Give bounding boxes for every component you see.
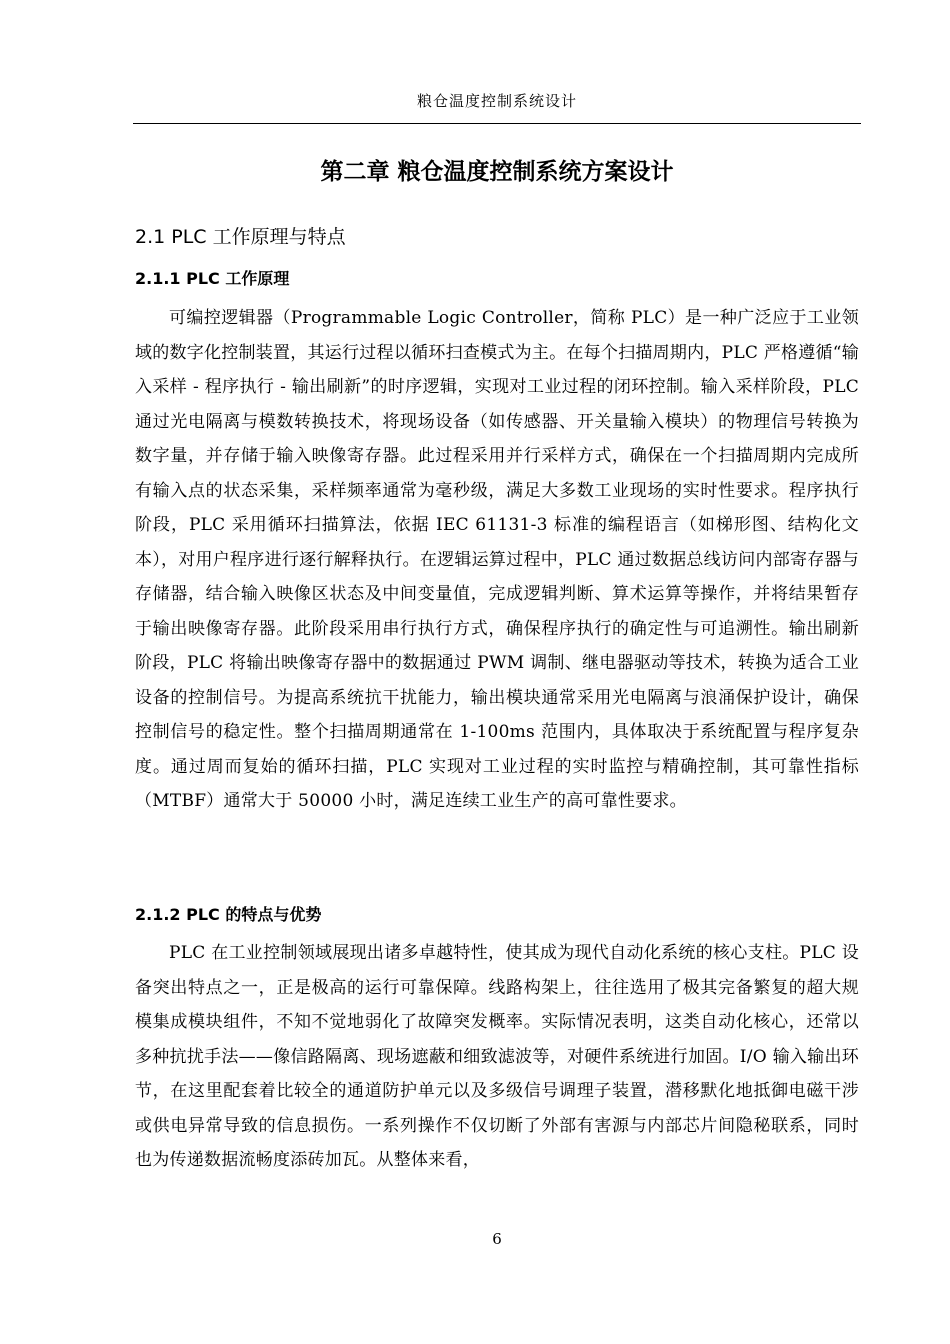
section-heading-2-1-1: 2.1.1 PLC 工作原理 <box>135 269 290 288</box>
chapter-title: 第二章 粮仓温度控制系统方案设计 <box>320 159 674 185</box>
paragraph-plc-features: PLC 在工业控制领域展现出诸多卓越特性，使其成为现代自动化系统的核心支柱。PLC 设备突出特点之一，正是极高的运行可靠保障。线路构架上，往往选用了极其完备繁复的超大规模集成模块组件，不知不觉地弱化了故障突发概率。实际情况表明，这类自动化核心，还常以多种抗扰手法——像信路隔离、现场遮蔽和细致滤波等，对硬件系统进行加固。I/O 输入输出环节，在这里配套着比较全的通道防护单元以及多级信号调理子装置，潜移默化地抵御电磁干涉或供电异常导致的信息损伤。一系列操作不仅切断了外部有害源与内部芯片间隐秘联系，同时也为传递数据流畅度添砖加瓦。从整体来看， <box>135 943 859 1170</box>
running-header: 粮仓温度控制系统设计 <box>416 92 577 110</box>
section-heading-2-1-2: 2.1.2 PLC 的特点与优势 <box>135 905 322 924</box>
page-number: 6 <box>492 1230 502 1248</box>
section-heading-2-1: 2.1 PLC 工作原理与特点 <box>135 226 346 248</box>
header-rule <box>133 123 861 124</box>
paragraph-plc-working-principle: 可编控逻辑器（Programmable Logic Controller，简称 PLC）是一种广泛应于工业领域的数字化控制装置，其运行过程以循环扫查模式为主。在每个扫描周期内，PLC 严格遵循“输入采样 - 程序执行 - 输出刷新”的时序逻辑，实现对工业过程的闭环控制。输入采样阶段，PLC 通过光电隔离与模数转换技术，将现场设备（如传感器、开关量输入模块）的物理信号转换为数字量，并存储于输入映像寄存器。此过程采用并行采样方式，确保在一个扫描周期内完成所有输入点的状态采集，采样频率通常为毫秒级，满足大多数工业现场的实时性要求。程序执行阶段，PLC 采用循环扫描算法，依据 IEC 61131-3 标准的编程语言（如梯形图、结构化文本），对用户程序进行逐行解释执行。在逻辑运算过程中，PLC 通过数据总线访问内部寄存器与存储器，结合输入映像区状态及中间变量值，完成逻辑判断、算术运算等操作，并将结果暂存于输出映像寄存器。此阶段采用串行执行方式，确保程序执行的确定性与可追溯性。输出刷新阶段，PLC 将输出映像寄存器中的数据通过 PWM 调制、继电器驱动等技术，转换为适合工业设备的控制信号。为提高系统抗干扰能力，输出模块通常采用光电隔离与浪涌保护设计，确保控制信号的稳定性。整个扫描周期通常在 1-100ms 范围内，具体取决于系统配置与程序复杂度。通过周而复始的循环扫描，PLC 实现对工业过程的实时监控与精确控制，其可靠性指标（MTBF）通常大于 50000 小时，满足连续工业生产的高可靠性要求。 <box>135 308 859 811</box>
